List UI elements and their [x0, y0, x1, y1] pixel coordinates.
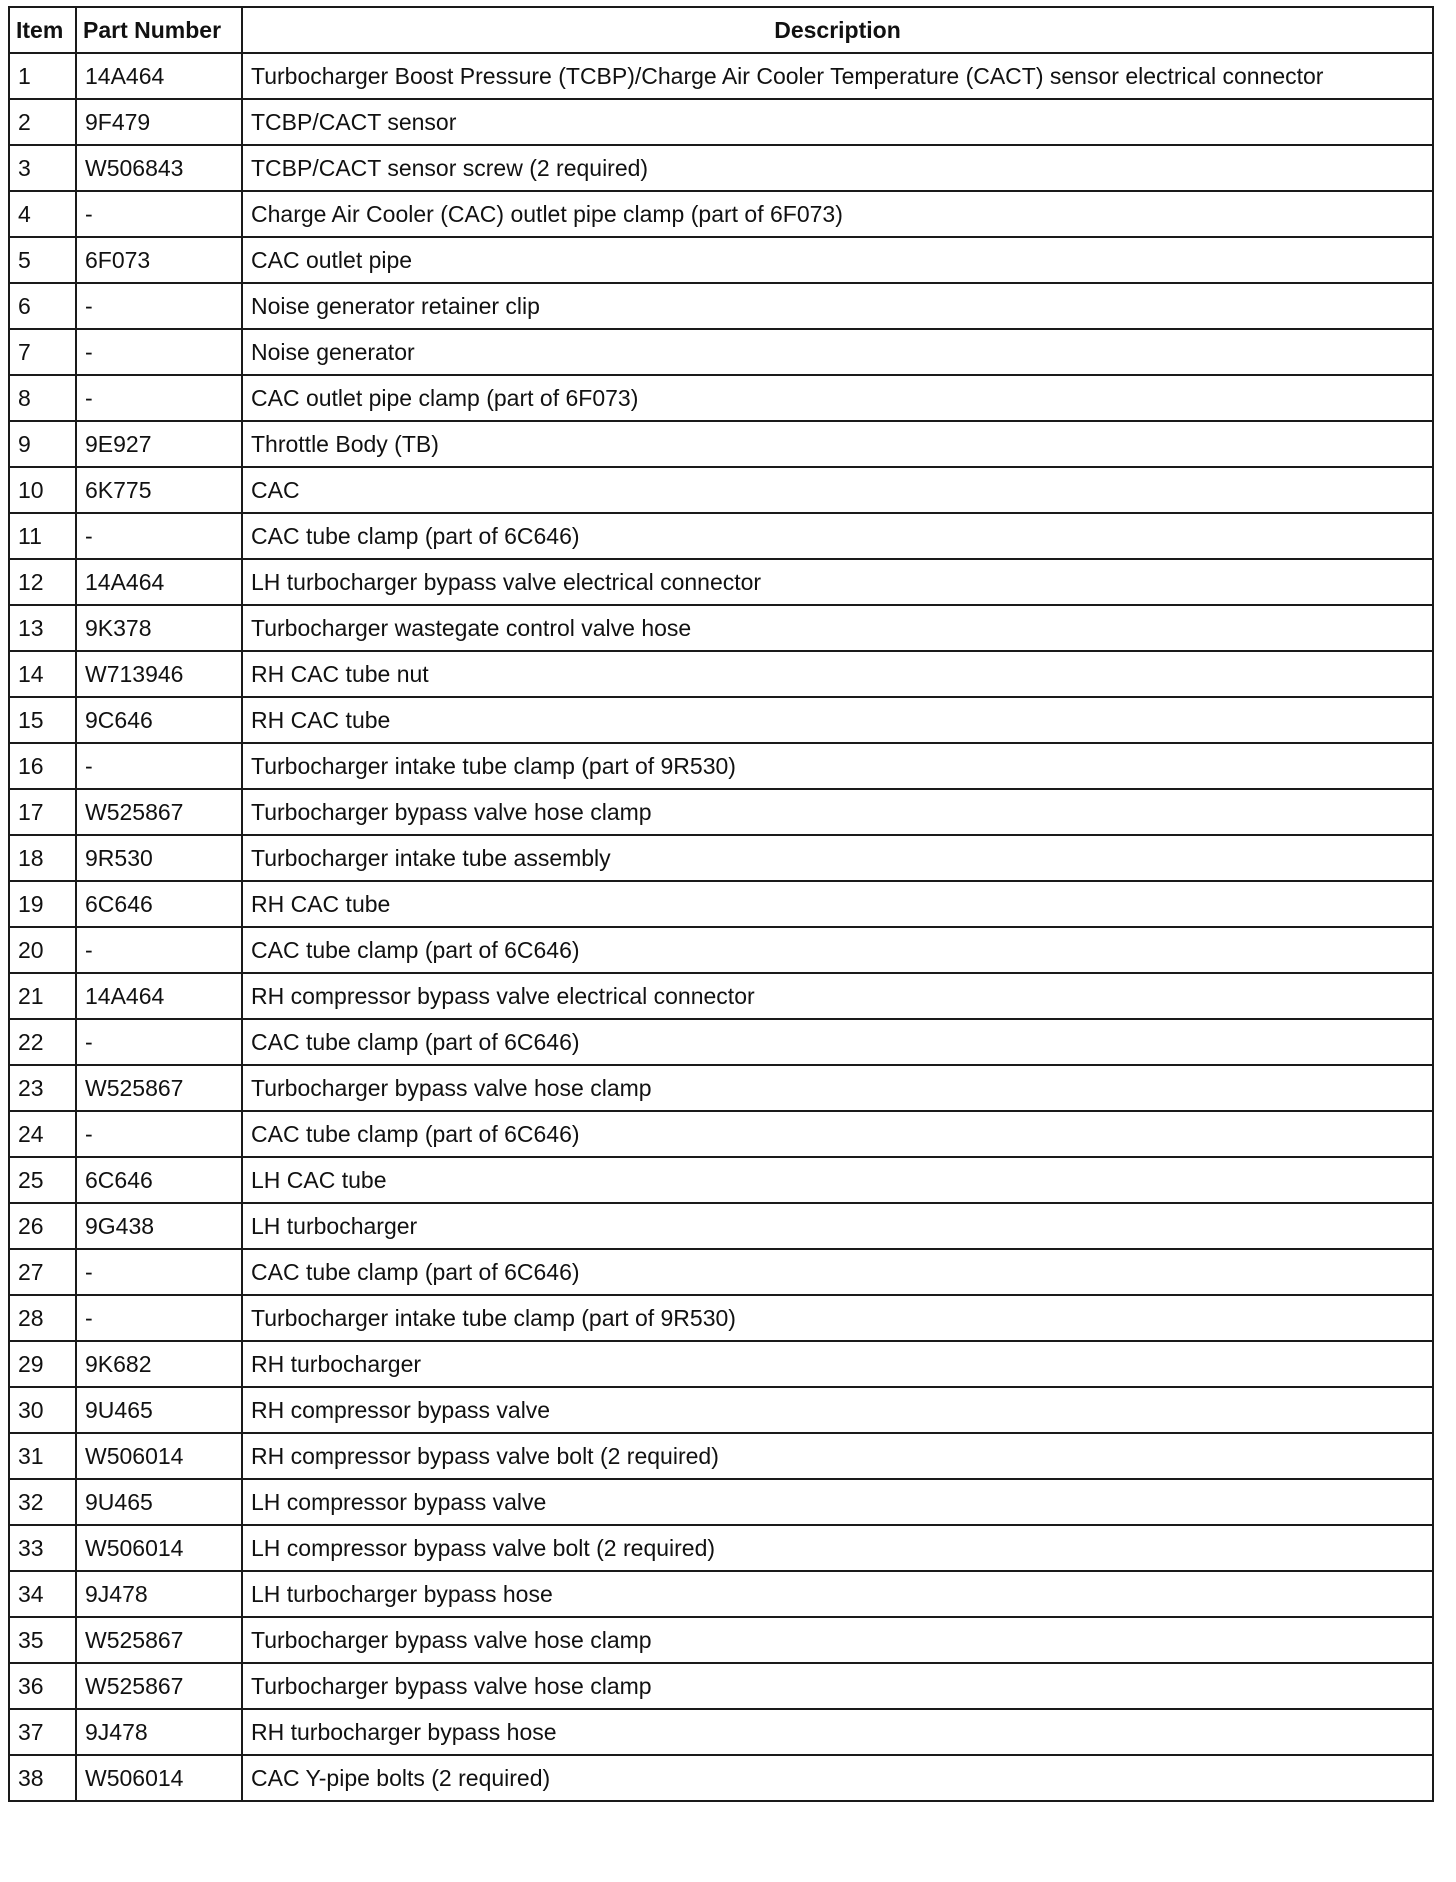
table-row	[9, 927, 1433, 973]
cell-part-number: 9U465	[76, 1387, 242, 1433]
table-row	[9, 1019, 1433, 1065]
table-row	[9, 329, 1433, 375]
cell-description: RH compressor bypass valve	[242, 1387, 1433, 1433]
cell-item: 13	[9, 605, 76, 651]
cell-description: LH turbocharger bypass hose	[242, 1571, 1433, 1617]
cell-part-number: 9G438	[76, 1203, 242, 1249]
cell-item: 1	[9, 53, 76, 99]
cell-description: CAC tube clamp (part of 6C646)	[242, 1249, 1433, 1295]
cell-part-number: 14A464	[76, 559, 242, 605]
cell-description: CAC outlet pipe clamp (part of 6F073)	[242, 375, 1433, 421]
cell-item: 32	[9, 1479, 76, 1525]
table-row	[9, 1709, 1433, 1755]
cell-description: RH turbocharger bypass hose	[242, 1709, 1433, 1755]
cell-part-number: 9E927	[76, 421, 242, 467]
cell-part-number: -	[76, 1295, 242, 1341]
cell-description: LH compressor bypass valve	[242, 1479, 1433, 1525]
cell-part-number: -	[76, 1111, 242, 1157]
cell-description: RH CAC tube	[242, 697, 1433, 743]
table-row	[9, 559, 1433, 605]
cell-item: 25	[9, 1157, 76, 1203]
cell-description: LH turbocharger	[242, 1203, 1433, 1249]
cell-part-number: 9K378	[76, 605, 242, 651]
cell-description: RH turbocharger	[242, 1341, 1433, 1387]
table-row	[9, 375, 1433, 421]
cell-description: RH compressor bypass valve bolt (2 required)	[242, 1433, 1433, 1479]
cell-part-number: W713946	[76, 651, 242, 697]
table-row	[9, 1479, 1433, 1525]
cell-part-number: -	[76, 191, 242, 237]
cell-item: 31	[9, 1433, 76, 1479]
table-row	[9, 145, 1433, 191]
table-row	[9, 651, 1433, 697]
cell-item: 37	[9, 1709, 76, 1755]
cell-description: Turbocharger bypass valve hose clamp	[242, 1663, 1433, 1709]
cell-item: 7	[9, 329, 76, 375]
cell-part-number: 14A464	[76, 973, 242, 1019]
cell-item: 6	[9, 283, 76, 329]
table-row	[9, 1663, 1433, 1709]
cell-item: 15	[9, 697, 76, 743]
cell-item: 28	[9, 1295, 76, 1341]
table-row	[9, 1249, 1433, 1295]
cell-part-number: -	[76, 1019, 242, 1065]
cell-item: 30	[9, 1387, 76, 1433]
table-row	[9, 1157, 1433, 1203]
table-row	[9, 1617, 1433, 1663]
cell-description: Turbocharger intake tube clamp (part of 9R530)	[242, 1295, 1433, 1341]
cell-description: CAC tube clamp (part of 6C646)	[242, 927, 1433, 973]
table-body	[9, 53, 1433, 1801]
cell-description: RH CAC tube nut	[242, 651, 1433, 697]
table-row	[9, 237, 1433, 283]
cell-item: 24	[9, 1111, 76, 1157]
cell-part-number: -	[76, 1249, 242, 1295]
cell-part-number: W525867	[76, 789, 242, 835]
table-row	[9, 513, 1433, 559]
cell-part-number: -	[76, 743, 242, 789]
cell-description: CAC outlet pipe	[242, 237, 1433, 283]
cell-item: 35	[9, 1617, 76, 1663]
cell-description: CAC tube clamp (part of 6C646)	[242, 1019, 1433, 1065]
cell-description: Turbocharger bypass valve hose clamp	[242, 789, 1433, 835]
cell-part-number: 9F479	[76, 99, 242, 145]
cell-item: 20	[9, 927, 76, 973]
table-row	[9, 53, 1433, 99]
cell-part-number: 9J478	[76, 1709, 242, 1755]
cell-item: 8	[9, 375, 76, 421]
table-row	[9, 1755, 1433, 1801]
cell-item: 34	[9, 1571, 76, 1617]
cell-description: CAC Y-pipe bolts (2 required)	[242, 1755, 1433, 1801]
cell-description: CAC tube clamp (part of 6C646)	[242, 1111, 1433, 1157]
table-row	[9, 1341, 1433, 1387]
cell-item: 19	[9, 881, 76, 927]
cell-part-number: W506014	[76, 1755, 242, 1801]
cell-part-number: 6K775	[76, 467, 242, 513]
cell-part-number: 6C646	[76, 881, 242, 927]
cell-description: LH compressor bypass valve bolt (2 required)	[242, 1525, 1433, 1571]
cell-part-number: W525867	[76, 1065, 242, 1111]
table-row	[9, 283, 1433, 329]
cell-part-number: 6F073	[76, 237, 242, 283]
cell-item: 29	[9, 1341, 76, 1387]
cell-item: 21	[9, 973, 76, 1019]
table-row	[9, 605, 1433, 651]
table-row	[9, 835, 1433, 881]
cell-description: RH compressor bypass valve electrical connector	[242, 973, 1433, 1019]
cell-description: Noise generator	[242, 329, 1433, 375]
cell-part-number: -	[76, 927, 242, 973]
cell-description: Turbocharger wastegate control valve hose	[242, 605, 1433, 651]
cell-part-number: W506014	[76, 1525, 242, 1571]
cell-part-number: -	[76, 283, 242, 329]
cell-part-number: W525867	[76, 1617, 242, 1663]
cell-description: LH turbocharger bypass valve electrical connector	[242, 559, 1433, 605]
table-row	[9, 1525, 1433, 1571]
table-row	[9, 881, 1433, 927]
cell-item: 22	[9, 1019, 76, 1065]
table-row	[9, 1111, 1433, 1157]
cell-part-number: W506843	[76, 145, 242, 191]
table-row	[9, 1295, 1433, 1341]
cell-description: Charge Air Cooler (CAC) outlet pipe clamp (part of 6F073)	[242, 191, 1433, 237]
cell-item: 5	[9, 237, 76, 283]
table-row	[9, 743, 1433, 789]
cell-description: LH CAC tube	[242, 1157, 1433, 1203]
cell-item: 23	[9, 1065, 76, 1111]
table-row	[9, 421, 1433, 467]
table-row	[9, 191, 1433, 237]
cell-part-number: 9J478	[76, 1571, 242, 1617]
table-header-row	[9, 7, 1433, 53]
cell-part-number: W525867	[76, 1663, 242, 1709]
table-row	[9, 1387, 1433, 1433]
cell-item: 27	[9, 1249, 76, 1295]
cell-part-number: -	[76, 375, 242, 421]
cell-item: 3	[9, 145, 76, 191]
cell-description: TCBP/CACT sensor screw (2 required)	[242, 145, 1433, 191]
cell-item: 11	[9, 513, 76, 559]
cell-part-number: 9R530	[76, 835, 242, 881]
cell-description: Throttle Body (TB)	[242, 421, 1433, 467]
table-row	[9, 99, 1433, 145]
cell-part-number: -	[76, 513, 242, 559]
cell-item: 36	[9, 1663, 76, 1709]
table-row	[9, 1571, 1433, 1617]
cell-description: CAC tube clamp (part of 6C646)	[242, 513, 1433, 559]
cell-item: 14	[9, 651, 76, 697]
cell-item: 4	[9, 191, 76, 237]
table-row	[9, 789, 1433, 835]
cell-part-number: 9C646	[76, 697, 242, 743]
table-row	[9, 973, 1433, 1019]
cell-item: 18	[9, 835, 76, 881]
header-part-number: Part Number	[76, 7, 242, 53]
cell-item: 16	[9, 743, 76, 789]
cell-item: 38	[9, 1755, 76, 1801]
cell-description: CAC	[242, 467, 1433, 513]
cell-part-number: W506014	[76, 1433, 242, 1479]
table-row	[9, 1203, 1433, 1249]
table-row	[9, 1433, 1433, 1479]
cell-part-number: 14A464	[76, 53, 242, 99]
cell-item: 33	[9, 1525, 76, 1571]
cell-item: 12	[9, 559, 76, 605]
table-row	[9, 1065, 1433, 1111]
cell-part-number: 9U465	[76, 1479, 242, 1525]
cell-part-number: -	[76, 329, 242, 375]
header-description: Description	[242, 7, 1433, 53]
header-item: Item	[9, 7, 76, 53]
cell-description: Turbocharger bypass valve hose clamp	[242, 1617, 1433, 1663]
cell-part-number: 6C646	[76, 1157, 242, 1203]
table-row	[9, 697, 1433, 743]
cell-description: Turbocharger intake tube assembly	[242, 835, 1433, 881]
cell-item: 10	[9, 467, 76, 513]
cell-description: Noise generator retainer clip	[242, 283, 1433, 329]
table-row	[9, 467, 1433, 513]
cell-description: RH CAC tube	[242, 881, 1433, 927]
cell-description: Turbocharger bypass valve hose clamp	[242, 1065, 1433, 1111]
cell-description: Turbocharger Boost Pressure (TCBP)/Charge Air Cooler Temperature (CACT) sensor electrical connector	[242, 53, 1433, 99]
cell-description: TCBP/CACT sensor	[242, 99, 1433, 145]
cell-item: 17	[9, 789, 76, 835]
cell-item: 26	[9, 1203, 76, 1249]
cell-description: Turbocharger intake tube clamp (part of 9R530)	[242, 743, 1433, 789]
cell-item: 2	[9, 99, 76, 145]
cell-part-number: 9K682	[76, 1341, 242, 1387]
cell-item: 9	[9, 421, 76, 467]
parts-table	[8, 6, 1434, 1802]
